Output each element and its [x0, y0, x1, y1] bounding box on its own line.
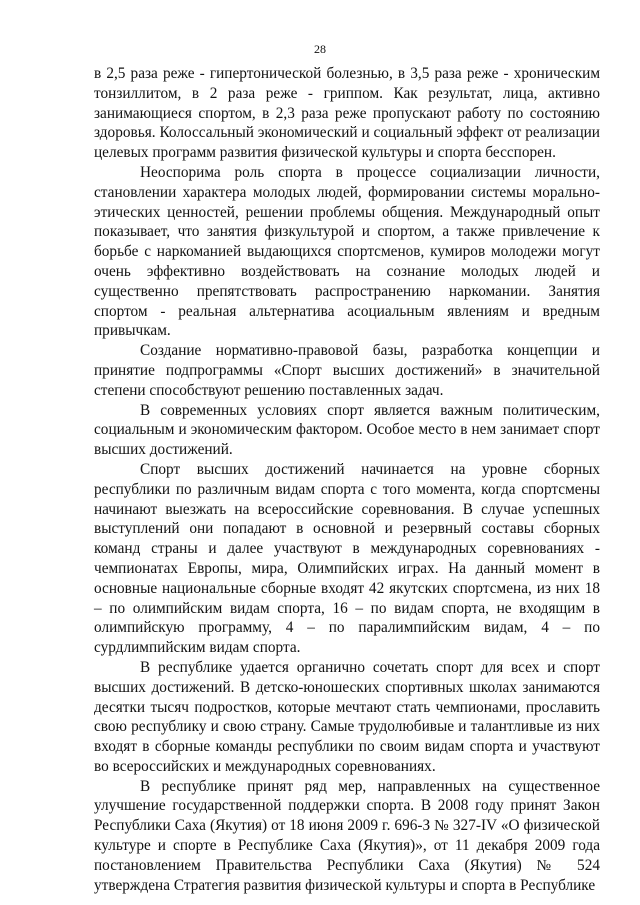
paragraph-high-achievement-sport: Спорт высших достижений начинается на уровне сборных республики по различным видам спорта с того момента, когда спортсмены начинают выезжать на всероссийские соревнования. В случае успешных выступлений они попадают в основной и резервный составы сборных команд страны и далее участвуют в международных соревнованиях - чемпионатах Европы, мира, Олимпийских играх. На данный момент в основные национальные сборные входят 42 якутских спортсмена, из них 18 – по олимпийским видам спорта, 16 – по видам спорта, не входящим в олимпийскую программу, 4 – по паралимпийским видам, 4 – по сурдлимпийским видам спорта.	[94, 460, 600, 657]
paragraph-health-statistics: в 2,5 раза реже - гипертонической болезнью, в 3,5 раза реже - хроническим тонзиллитом, в 2 раза реже - гриппом. Как результат, лица, активно занимающиеся спортом, в 2,3 раза реже пропускают работу по состоянию здоровья. Колоссальный экономический и социальный эффект от реализации целевых программ развития физической культуры и спорта бесспорен.	[94, 65, 600, 162]
body-text	[94, 64, 600, 895]
paragraph-socialization: Неоспорима роль спорта в процессе социализации личности, становлении характера молодых людей, формировании системы морально-этических ценностей, решении проблемы общения. Международный опыт показывает, что занятия физкультурой и спортом, а также привлечение к борьбе с наркоманией выдающихся спортсменов, кумиров молодежи могут очень эффективно воздействовать на сознание молодых людей и существенно препятствовать распространению наркомании. Занятия спортом - реальная альтернатива асоциальным явлениям и вредным привычкам.	[94, 163, 600, 340]
page-number: 28	[314, 42, 326, 56]
paragraph-legal-base: Создание нормативно-правовой базы, разработка концепции и принятие подпрограммы «Спорт высших достижений» в значительной степени способствуют решению поставленных задач.	[94, 342, 600, 399]
paragraph-modern-conditions: В современных условиях спорт является важным политическим, социальным и экономическим фактором. Особое место в нем занимает спорт высших достижений.	[94, 401, 600, 459]
paragraph-state-support: В республике принят ряд мер, направленных на существенное улучшение государственной поддержки спорта. В 2008 году принят Закон Республики Саха (Якутия) от 18 июня 2009 г. 696-З № 327-IV «О физической культуре и спорте в Республике Саха (Якутия)», от 11 декабря 2009 года постановлением Правительства Республики Саха (Якутия) № 524 утверждена Стратегия развития физической культуры и спорта в Республике	[94, 777, 600, 894]
paragraph-sport-for-all: В республике удается органично сочетать спорт для всех и спорт высших достижений. В детско-юношеских спортивных школах занимаются десятки тысяч подростков, которые мечтают стать чемпионами, прославить свою республику и свою страну. Самые трудолюбивые и талантливые из них входят в сборные команды республики по своим видам спорта и участвуют во всероссийских и международных соревнованиях.	[94, 658, 600, 775]
